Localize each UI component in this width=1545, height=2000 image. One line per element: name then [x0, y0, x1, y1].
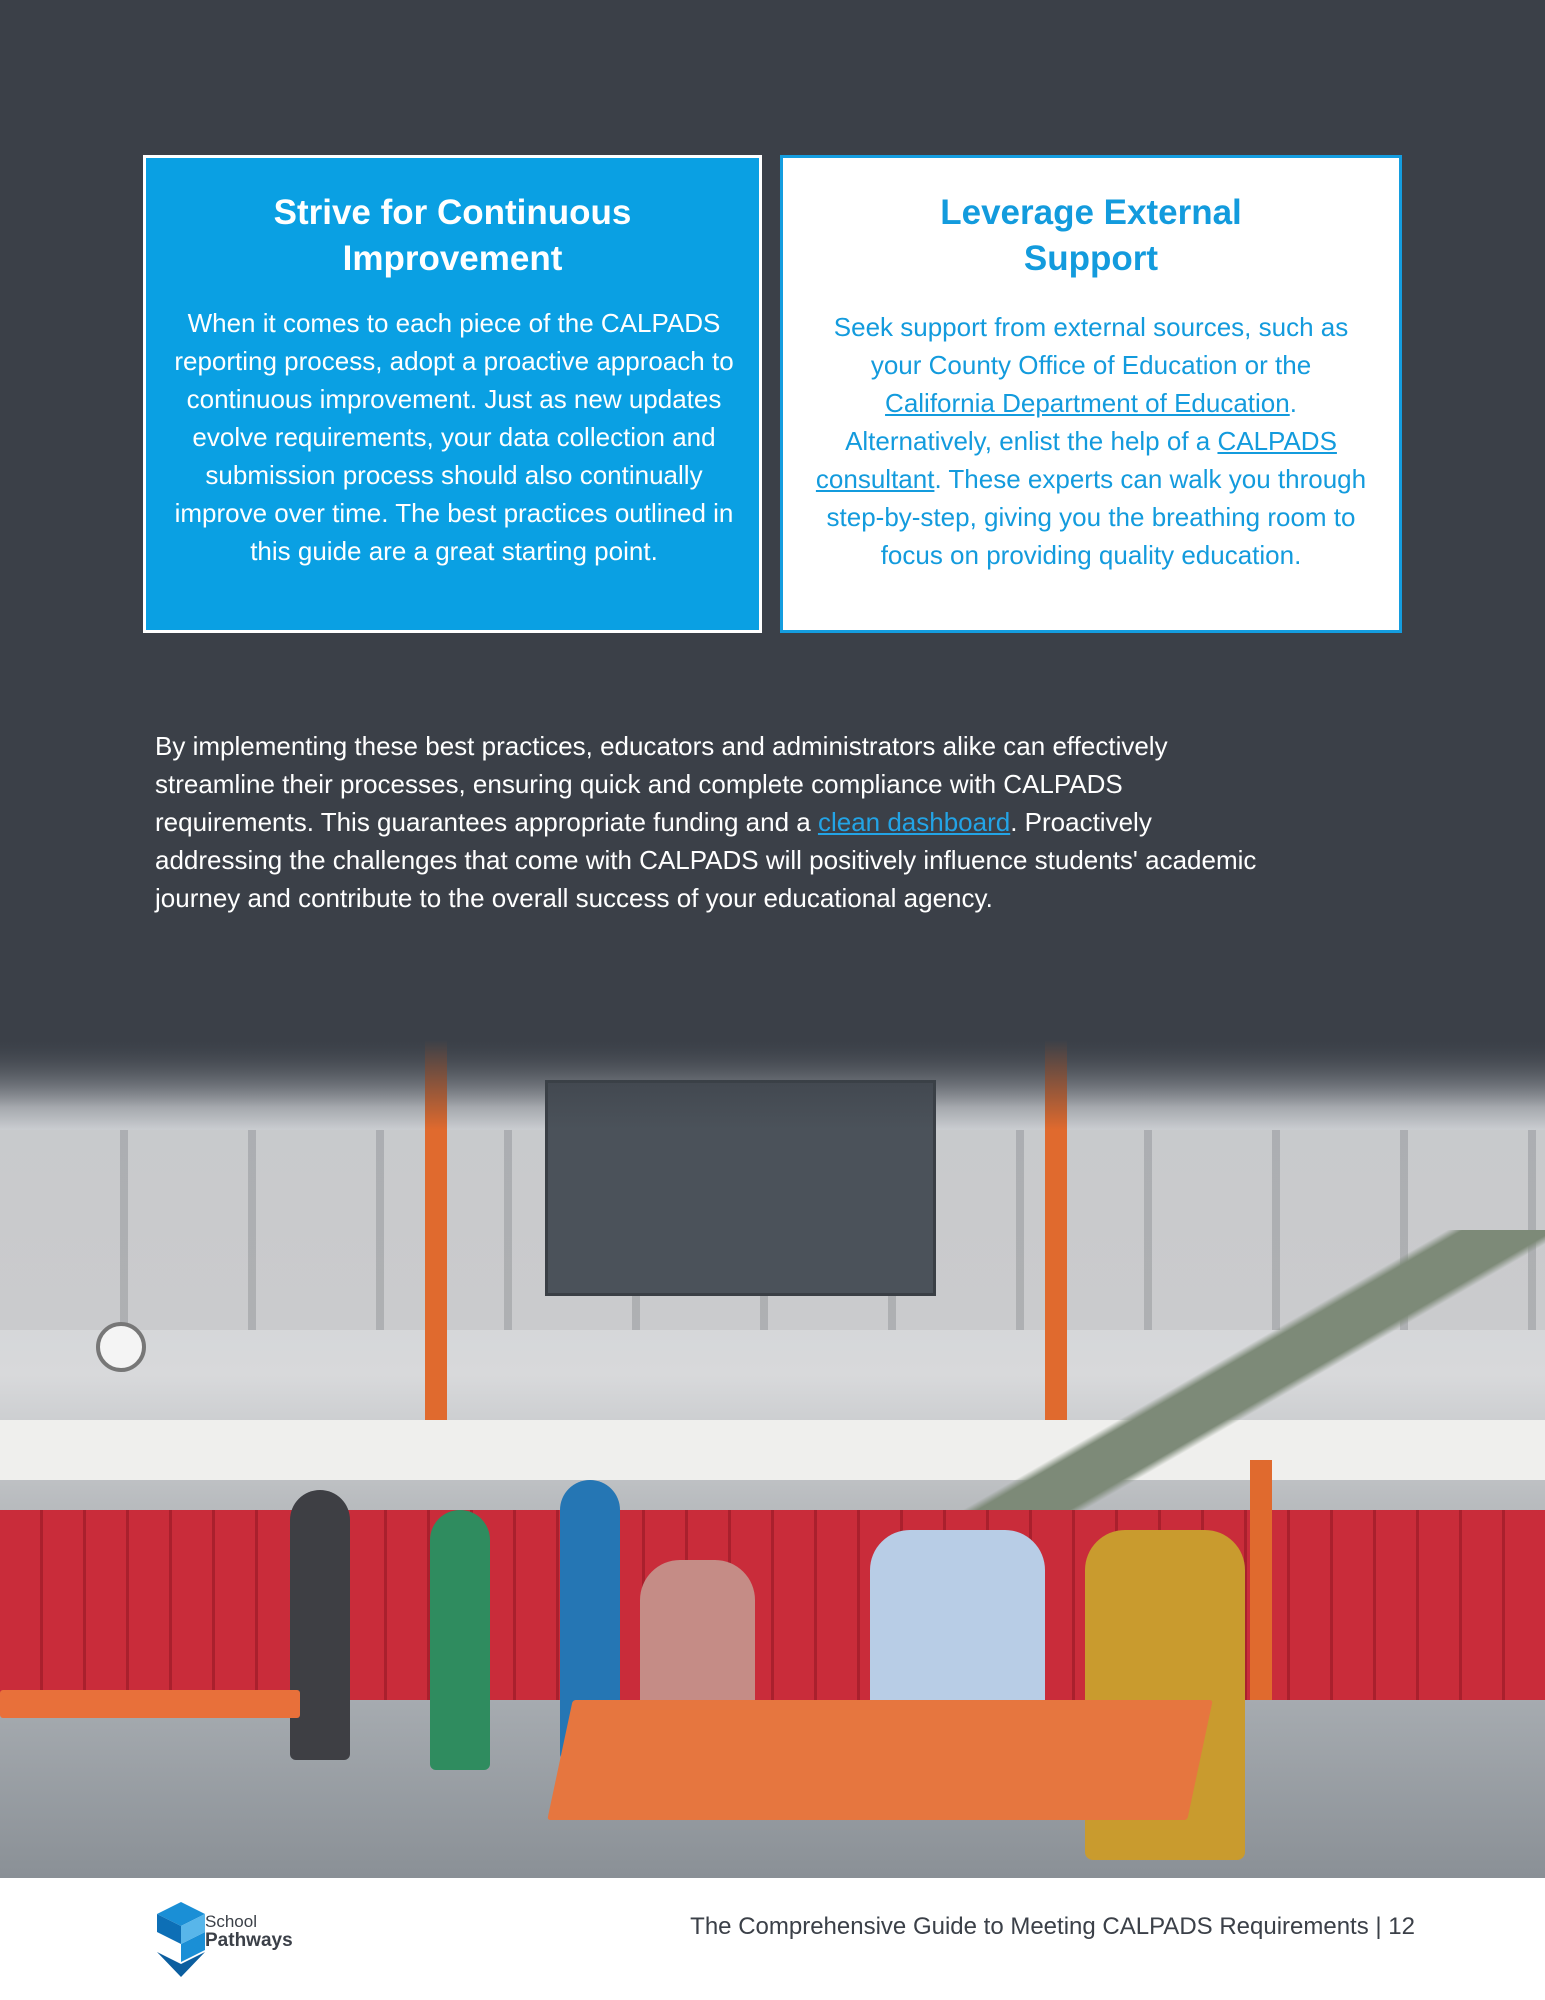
card-body-text: Seek support from external sources, such as your County Office of Education or the [833, 312, 1349, 380]
card-body [814, 308, 1369, 574]
school-hallway-photo [0, 1040, 1545, 1878]
card-external-support [780, 155, 1402, 633]
school-pathways-logo[interactable] [155, 1902, 325, 1977]
photo-top-fade [0, 1040, 1545, 1130]
summary-text: By implementing these best practices, educators and administrators alike can effectively streamline their processes, ensuring quick and complete compliance with CALPADS requirements. This guarantees appropriate funding and a [155, 731, 1168, 837]
cde-link[interactable]: California Department of Education [885, 388, 1290, 418]
card-continuous-improvement [143, 155, 762, 633]
photo-table [0, 1690, 300, 1718]
card-title: Leverage External Support [940, 193, 1242, 278]
photo-person [290, 1490, 350, 1760]
summary-paragraph [155, 727, 1285, 917]
calpads-consultant-link[interactable]: CALPADS consultant [815, 426, 1337, 494]
footer-caption: The Comprehensive Guide to Meeting CALPADS Requirements | 12 [690, 1913, 1415, 1940]
page-footer [0, 1878, 1545, 2000]
clean-dashboard-link[interactable]: clean dashboard [817, 807, 1011, 837]
card-body: When it comes to each piece of the CALPADS reporting process, adopt a proactive approach to continuous improvement. Just as new updates evolve requirements, your data collection and submission process should also continually improve over time. The best practices outlined in this guide are a great starting point. [174, 308, 734, 566]
photo-table [547, 1700, 1213, 1820]
clock-icon [96, 1322, 146, 1372]
summary-text: . Proactively addressing the challenges that come with CALPADS will positively influence students' academic journey and contribute to the overall success of your educational agency. [155, 807, 1257, 913]
photo-person [430, 1510, 490, 1770]
logo-wordmark [205, 1912, 293, 1950]
card-title: Strive for Continuous Improvement [273, 193, 632, 278]
card-body-text: . These experts can walk you through step-by-step, giving you the breathing room to focus on providing quality education. [826, 464, 1367, 570]
card-body-text: . Alternatively, enlist the help of a [845, 388, 1297, 456]
logo-line-pathways: Pathways [205, 1930, 293, 1951]
logo-mark-icon [155, 1902, 207, 1977]
logo-line-school: School [205, 1912, 257, 1931]
